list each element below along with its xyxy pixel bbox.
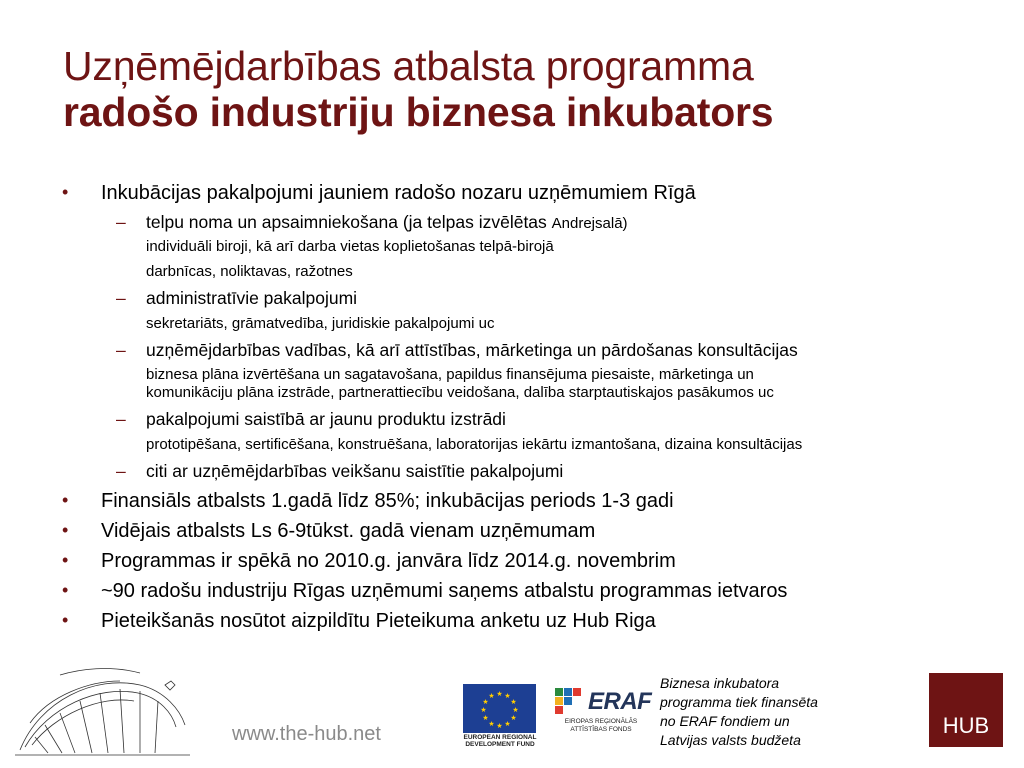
eraf-logo-text: ERAF bbox=[588, 688, 652, 715]
svg-text:★: ★ bbox=[504, 692, 511, 700]
svg-text:★: ★ bbox=[510, 698, 517, 706]
sub-bullet-text: administratīvie pakalpojumi bbox=[146, 288, 358, 308]
svg-text:★: ★ bbox=[482, 714, 489, 722]
detail-text: prototipēšana, sertificēšana, konstruēšana, laboratorijas iekārtu izmantošana, dizaina konsultācijas bbox=[146, 436, 803, 453]
title-line-1: Uzņēmējdarbības atbalsta programma bbox=[63, 43, 754, 89]
svg-text:★: ★ bbox=[510, 714, 517, 722]
bullet-dot: • bbox=[62, 610, 69, 630]
hub-logo-text: HUB bbox=[942, 713, 990, 738]
svg-text:★: ★ bbox=[496, 722, 503, 730]
funding-note bbox=[660, 674, 818, 750]
bullet-text: Pieteikšanās nosūtot aizpildītu Pieteikuma anketu uz Hub Riga bbox=[101, 610, 656, 632]
architecture-sketch-image bbox=[0, 655, 200, 765]
eu-flag-icon bbox=[463, 684, 536, 733]
bullet-dot: • bbox=[62, 520, 69, 540]
bullet-dot: • bbox=[62, 550, 69, 570]
svg-text:★: ★ bbox=[512, 706, 519, 714]
eraf-caption: EIROPAS REĢIONĀLĀS ATTĪSTĪBAS FONDS bbox=[564, 718, 638, 733]
bullet-text: Inkubācijas pakalpojumi jauniem radošo nozaru uzņēmumiem Rīgā bbox=[101, 182, 696, 204]
svg-text:★: ★ bbox=[496, 690, 503, 698]
sub-bullet-dash: – bbox=[116, 340, 126, 360]
hub-logo bbox=[929, 673, 1003, 747]
sub-bullet-text: pakalpojumi saistībā ar jaunu produktu izstrādi bbox=[146, 409, 506, 429]
detail-text: biznesa plāna izvērtēšana un sagatavošana, papildus finansējuma piesaiste, mārketinga un bbox=[146, 366, 754, 383]
funding-note-line: Biznesa inkubatora bbox=[660, 675, 780, 691]
detail-text: komunikāciju plāna izstrāde, partnerattiecību veidošana, dalība starptautiskajos pasākumos uc bbox=[146, 384, 774, 401]
slide-title bbox=[63, 44, 773, 136]
bullet-text: Finansiāls atbalsts 1.gadā līdz 85%; inkubācijas periods 1-3 gadi bbox=[101, 490, 674, 512]
svg-text:★: ★ bbox=[488, 720, 495, 728]
eu-fund-caption: EUROPEAN REGIONAL DEVELOPMENT FUND bbox=[463, 734, 537, 748]
sub-bullet-dash: – bbox=[116, 409, 126, 429]
bullet-dot: • bbox=[62, 490, 69, 510]
sub-bullet-dash: – bbox=[116, 288, 126, 308]
bullet-text: Vidējais atbalsts Ls 6-9tūkst. gadā vienam uzņēmumam bbox=[101, 520, 596, 542]
svg-text:★: ★ bbox=[504, 720, 511, 728]
sub-bullet-dash: – bbox=[116, 461, 126, 481]
sub-bullet-text: citi ar uzņēmējdarbības veikšanu saistītie pakalpojumi bbox=[146, 461, 564, 481]
svg-text:★: ★ bbox=[482, 698, 489, 706]
bullet-dot: • bbox=[62, 182, 69, 202]
sub-bullet-text: telpu noma un apsaimniekošana (ja telpas izvēlētas bbox=[146, 212, 552, 232]
sub-bullet-text-small: Andrejsalā) bbox=[551, 215, 628, 232]
funding-note-line: Latvijas valsts budžeta bbox=[660, 732, 801, 748]
funding-note-line: programma tiek finansēta bbox=[660, 694, 818, 710]
svg-text:★: ★ bbox=[488, 692, 495, 700]
sub-bullet-dash: – bbox=[116, 212, 126, 232]
bullet-text: Programmas ir spēkā no 2010.g. janvāra līdz 2014.g. novembrim bbox=[101, 550, 676, 572]
title-line-2: radošo industriju biznesa inkubators bbox=[63, 89, 774, 135]
bullet-dot: • bbox=[62, 580, 69, 600]
detail-text: individuāli biroji, kā arī darba vietas koplietošanas telpā-birojā bbox=[146, 238, 554, 255]
bullet-text: ~90 radošu industriju Rīgas uzņēmumi saņems atbalstu programmas ietvaros bbox=[101, 580, 788, 602]
detail-text: sekretariāts, grāmatvedība, juridiskie pakalpojumi uc bbox=[146, 315, 495, 332]
sub-bullet-text: uzņēmējdarbības vadības, kā arī attīstības, mārketinga un pārdošanas konsultācijas bbox=[146, 340, 798, 360]
funding-note-line: no ERAF fondiem un bbox=[660, 713, 790, 729]
detail-text: darbnīcas, noliktavas, ražotnes bbox=[146, 263, 353, 280]
website-link[interactable]: www.the-hub.net bbox=[232, 723, 381, 745]
svg-text:★: ★ bbox=[480, 706, 487, 714]
